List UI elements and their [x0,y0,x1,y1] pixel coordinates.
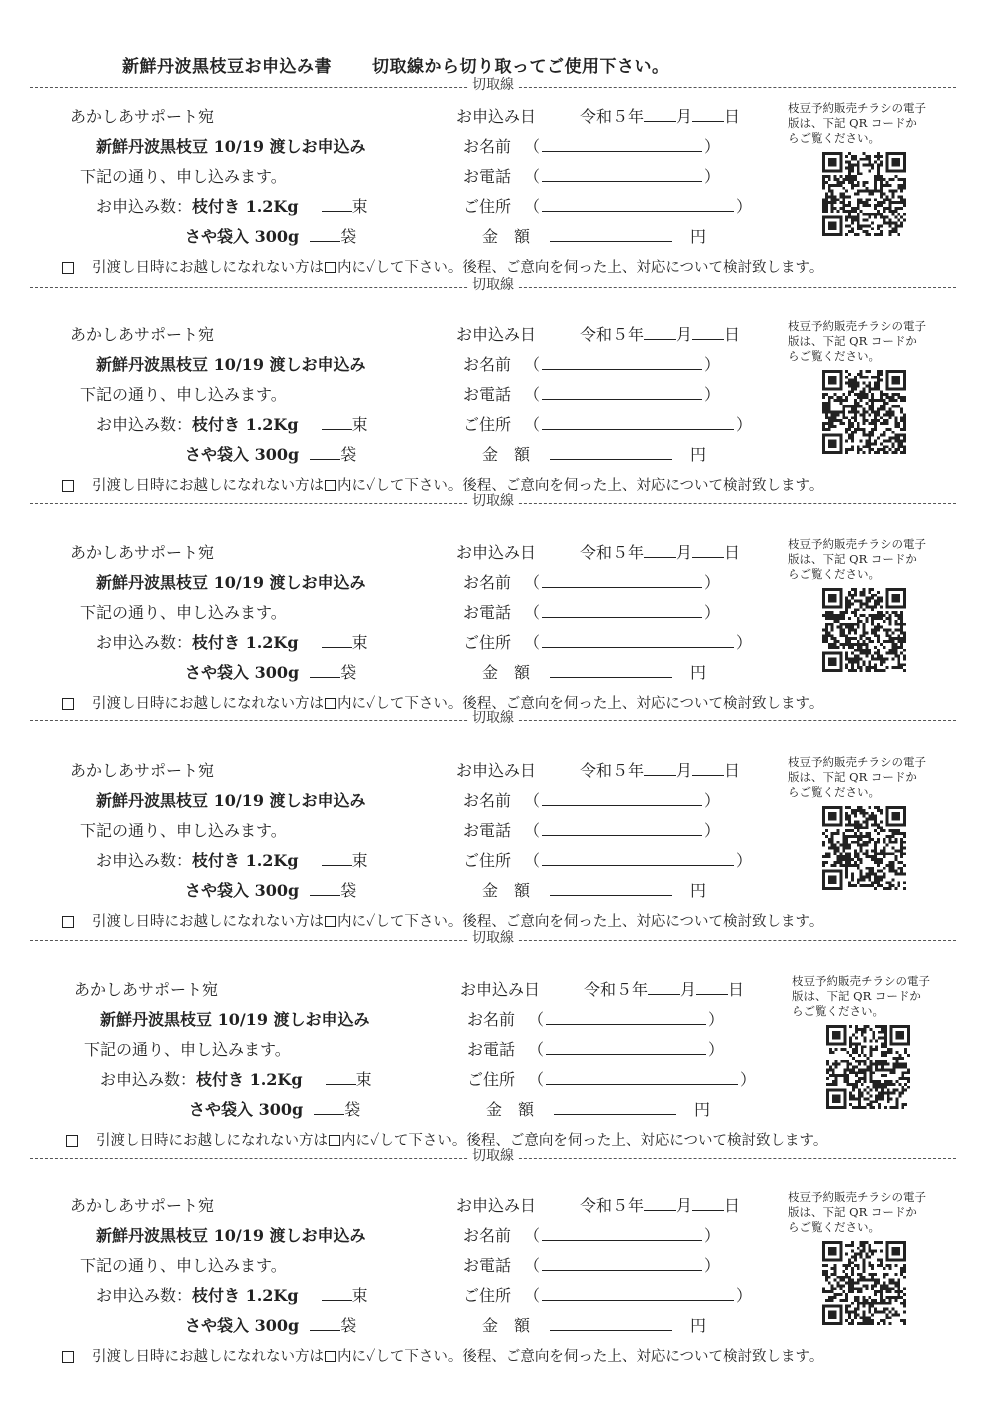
date-row [584,977,744,1000]
item-branch-label: 枝付き 1.2Kg [192,1286,299,1305]
quantity-row [96,1283,368,1306]
address-label: ご住所 [463,851,512,870]
quantity-row [96,194,368,217]
pod-quantity-field[interactable] [314,1100,344,1115]
day-label: 日 [724,107,741,126]
address-label: ご住所 [463,633,512,652]
date-label: お申込み日 [456,325,537,344]
era-label: 令和５年 [580,325,645,344]
amount-field[interactable] [550,663,672,678]
pod-unit: 袋 [340,1316,357,1335]
order-form [4,974,990,1195]
name-line[interactable] [542,136,702,152]
intro-text: 下記の通り、申し込みます。 [80,167,287,186]
paren-close: ） [704,1256,721,1275]
amount-label: 金 額 [482,445,531,464]
yen-label: 円 [690,881,707,900]
name-label: お名前 [463,355,512,374]
intro-text: 下記の通り、申し込みます。 [80,385,287,404]
paren-open: （ [524,1256,541,1275]
note-text-2: 内に✓して下さい。後程、ご意向を伺った上、対応について検討致します。 [337,478,824,494]
quantity-row [96,848,368,871]
paren-close: ） [708,1040,725,1059]
phone-field[interactable] [524,382,720,405]
absence-note [62,910,823,931]
paren-close: ） [740,1070,757,1089]
address-label: ご住所 [463,1286,512,1305]
note-text-1: 引渡し日時にお越しになれない方は [92,914,324,930]
pod-unit: 袋 [340,445,357,464]
name-label: お名前 [467,1010,516,1029]
qr-note: 枝豆予約販売チラシの電子版は、下記 QR コードからご覧ください。 [788,537,926,581]
paren-close: ） [704,385,721,404]
name-line[interactable] [546,1009,706,1025]
product-title: 新鮮丹波黒枝豆 10/19 渡しお申込み [100,1010,370,1029]
phone-label: お電話 [463,603,512,622]
absence-note [66,1129,827,1150]
paren-open: （ [528,1010,545,1029]
qr-code-icon[interactable] [822,1241,906,1325]
address-field[interactable] [524,194,752,217]
absence-checkbox[interactable] [62,480,74,492]
yen-label: 円 [694,1100,711,1119]
addressee: あかしあサポート宛 [70,543,215,562]
address-line[interactable] [542,414,734,430]
note-text-2: 内に✓して下さい。後程、ご意向を伺った上、対応について検討致します。 [337,696,824,712]
paren-open: （ [524,633,541,652]
paren-close: ） [736,415,753,434]
inline-box-icon [325,916,336,927]
month-field[interactable] [644,761,676,776]
phone-line[interactable] [546,1039,706,1055]
qr-note: 枝豆予約販売チラシの電子版は、下記 QR コードからご覧ください。 [792,974,930,1018]
pod-row [185,660,356,683]
address-label: ご住所 [463,197,512,216]
note-text-2: 内に✓して下さい。後程、ご意向を伺った上、対応について検討致します。 [341,1133,828,1149]
product-title: 新鮮丹波黒枝豆 10/19 渡しお申込み [96,1226,366,1245]
pod-row [189,1097,360,1120]
date-row [580,322,740,345]
name-field[interactable] [524,570,720,593]
phone-line[interactable] [542,602,702,618]
date-row [580,1193,740,1216]
paren-close: ） [736,633,753,652]
cut-line-label: 切取線 [468,930,518,946]
amount-label: 金 額 [482,227,531,246]
paren-open: （ [528,1040,545,1059]
address-line[interactable] [542,196,734,212]
phone-field[interactable] [524,600,720,623]
address-field[interactable] [524,1283,752,1306]
paren-close: ） [704,355,721,374]
intro-text: 下記の通り、申し込みます。 [80,603,287,622]
name-line[interactable] [542,572,702,588]
absence-note [62,1345,823,1366]
quantity-row [100,1067,372,1090]
paren-open: （ [524,603,541,622]
amount-field[interactable] [550,881,672,896]
paren-open: （ [528,1070,545,1089]
month-field[interactable] [644,107,676,122]
day-label: 日 [724,325,741,344]
note-text-1: 引渡し日時にお越しになれない方は [92,696,324,712]
quantity-label: お申込み数： [96,633,193,652]
amount-field[interactable] [554,1100,676,1115]
cut-line-label: 切取線 [468,710,518,726]
paren-open: （ [524,355,541,374]
phone-field[interactable] [524,818,720,841]
yen-label: 円 [690,663,707,682]
cut-line [30,77,956,93]
name-label: お名前 [463,137,512,156]
month-label: 月 [680,980,697,999]
paren-close: ） [736,851,753,870]
address-field[interactable] [524,630,752,653]
paren-close: ） [704,167,721,186]
day-field[interactable] [692,107,724,122]
absence-checkbox[interactable] [62,916,74,928]
absence-note [62,256,823,277]
inline-box-icon [325,480,336,491]
phone-line[interactable] [542,820,702,836]
item-pod-label: さや袋入 300g [185,663,300,682]
address-line[interactable] [542,850,734,866]
date-label: お申込み日 [456,107,537,126]
branch-unit: 束 [351,851,368,870]
pod-quantity-field[interactable] [310,881,340,896]
era-label: 令和５年 [580,761,645,780]
month-field[interactable] [644,325,676,340]
phone-field[interactable] [528,1037,724,1060]
paren-close: ） [708,1010,725,1029]
name-line[interactable] [542,790,702,806]
product-title: 新鮮丹波黒枝豆 10/19 渡しお申込み [96,137,366,156]
branch-quantity-field[interactable] [322,633,352,648]
branch-quantity-field[interactable] [322,197,352,212]
pod-row [185,442,356,465]
paren-open: （ [524,1226,541,1245]
name-field[interactable] [528,1007,724,1030]
qr-note: 枝豆予約販売チラシの電子版は、下記 QR コードからご覧ください。 [788,755,926,799]
paren-close: ） [736,1286,753,1305]
addressee: あかしあサポート宛 [74,980,219,999]
paren-open: （ [524,415,541,434]
cut-line-label: 切取線 [468,1148,518,1164]
paren-close: ） [736,197,753,216]
page-title: 新鮮丹波黒枝豆お申込み書 [122,57,332,77]
quantity-label: お申込み数： [96,415,193,434]
item-branch-label: 枝付き 1.2Kg [192,415,299,434]
era-label: 令和５年 [580,543,645,562]
paren-close: ） [704,1226,721,1245]
pod-row [185,1313,356,1336]
cut-line-label: 切取線 [468,277,518,293]
intro-text: 下記の通り、申し込みます。 [84,1040,291,1059]
name-field[interactable] [524,1223,720,1246]
absence-checkbox[interactable] [62,1351,74,1363]
phone-field[interactable] [524,1253,720,1276]
amount-label: 金 額 [482,663,531,682]
era-label: 令和５年 [584,980,649,999]
paren-open: （ [524,1286,541,1305]
phone-label: お電話 [463,385,512,404]
phone-field[interactable] [524,164,720,187]
month-field[interactable] [644,1196,676,1211]
pod-unit: 袋 [344,1100,361,1119]
day-label: 日 [728,980,745,999]
note-text-1: 引渡し日時にお越しになれない方は [96,1133,328,1149]
paren-open: （ [524,385,541,404]
inline-box-icon [325,1351,336,1362]
paren-close: ） [704,603,721,622]
name-line[interactable] [542,1225,702,1241]
product-title: 新鮮丹波黒枝豆 10/19 渡しお申込み [96,355,366,374]
month-label: 月 [676,107,693,126]
branch-unit: 束 [351,415,368,434]
cut-line-label: 切取線 [468,493,518,509]
absence-checkbox[interactable] [62,262,74,274]
item-branch-label: 枝付き 1.2Kg [196,1070,303,1089]
item-branch-label: 枝付き 1.2Kg [192,633,299,652]
quantity-row [96,630,368,653]
branch-quantity-field[interactable] [322,851,352,866]
date-row [580,758,740,781]
amount-label: 金 額 [482,881,531,900]
month-field[interactable] [644,543,676,558]
pod-unit: 袋 [340,881,357,900]
note-text-2: 内に✓して下さい。後程、ご意向を伺った上、対応について検討致します。 [337,260,824,276]
month-label: 月 [676,1196,693,1215]
intro-text: 下記の通り、申し込みます。 [80,1256,287,1275]
addressee: あかしあサポート宛 [70,1196,215,1215]
phone-label: お電話 [467,1040,516,1059]
note-text-2: 内に✓して下さい。後程、ご意向を伺った上、対応について検討致します。 [337,914,824,930]
note-text-1: 引渡し日時にお越しになれない方は [92,260,324,276]
phone-line[interactable] [542,384,702,400]
paren-close: ） [704,821,721,840]
paren-open: （ [524,821,541,840]
month-label: 月 [676,761,693,780]
branch-quantity-field[interactable] [322,1286,352,1301]
day-field[interactable] [692,1196,724,1211]
product-title: 新鮮丹波黒枝豆 10/19 渡しお申込み [96,791,366,810]
paren-close: ） [704,573,721,592]
pod-row [185,878,356,901]
day-field[interactable] [696,980,728,995]
paren-open: （ [524,573,541,592]
order-form [0,537,990,758]
paren-open: （ [524,167,541,186]
quantity-row [96,412,368,435]
quantity-label: お申込み数： [100,1070,197,1089]
note-text-2: 内に✓して下さい。後程、ご意向を伺った上、対応について検討致します。 [337,1349,824,1365]
address-field[interactable] [524,412,752,435]
phone-line[interactable] [542,166,702,182]
item-branch-label: 枝付き 1.2Kg [192,851,299,870]
date-label: お申込み日 [460,980,541,999]
day-label: 日 [724,761,741,780]
address-label: ご住所 [463,415,512,434]
yen-label: 円 [690,1316,707,1335]
branch-unit: 束 [351,633,368,652]
pod-quantity-field[interactable] [310,663,340,678]
pod-row [185,224,356,247]
phone-line[interactable] [542,1255,702,1271]
paren-open: （ [524,197,541,216]
qr-code-icon[interactable] [822,152,906,236]
qr-note: 枝豆予約販売チラシの電子版は、下記 QR コードからご覧ください。 [788,101,926,145]
item-pod-label: さや袋入 300g [185,881,300,900]
item-pod-label: さや袋入 300g [185,227,300,246]
yen-label: 円 [690,227,707,246]
name-field[interactable] [524,788,720,811]
phone-label: お電話 [463,1256,512,1275]
pod-unit: 袋 [340,227,357,246]
item-pod-label: さや袋入 300g [189,1100,304,1119]
address-line[interactable] [546,1069,738,1085]
pod-quantity-field[interactable] [310,1316,340,1331]
addressee: あかしあサポート宛 [70,107,215,126]
amount-label: 金 額 [486,1100,535,1119]
era-label: 令和５年 [580,1196,645,1215]
note-text-1: 引渡し日時にお越しになれない方は [92,478,324,494]
month-label: 月 [676,325,693,344]
amount-field[interactable] [550,445,672,460]
item-branch-label: 枝付き 1.2Kg [192,197,299,216]
intro-text: 下記の通り、申し込みます。 [80,821,287,840]
name-label: お名前 [463,573,512,592]
item-pod-label: さや袋入 300g [185,1316,300,1335]
date-row [580,540,740,563]
cut-instruction: 切取線から切り取ってご使用下さい。 [372,57,670,77]
phone-label: お電話 [463,167,512,186]
absence-note [62,692,823,713]
name-field[interactable] [524,352,720,375]
note-text-1: 引渡し日時にお越しになれない方は [92,1349,324,1365]
day-label: 日 [724,1196,741,1215]
paren-open: （ [524,851,541,870]
yen-label: 円 [690,445,707,464]
qr-code-icon[interactable] [822,806,906,890]
paren-close: ） [704,137,721,156]
inline-box-icon [325,698,336,709]
qr-note: 枝豆予約販売チラシの電子版は、下記 QR コードからご覧ください。 [788,319,926,363]
name-label: お名前 [463,1226,512,1245]
address-line[interactable] [542,632,734,648]
name-field[interactable] [524,134,720,157]
inline-box-icon [329,1135,340,1146]
order-form [0,101,990,322]
address-field[interactable] [528,1067,756,1090]
address-label: ご住所 [467,1070,516,1089]
amount-field[interactable] [550,1316,672,1331]
phone-label: お電話 [463,821,512,840]
branch-unit: 束 [351,197,368,216]
amount-field[interactable] [550,227,672,242]
era-label: 令和５年 [580,107,645,126]
month-label: 月 [676,543,693,562]
quantity-label: お申込み数： [96,197,193,216]
month-field[interactable] [648,980,680,995]
date-label: お申込み日 [456,1196,537,1215]
inline-box-icon [325,262,336,273]
address-line[interactable] [542,1285,734,1301]
absence-checkbox[interactable] [62,698,74,710]
date-label: お申込み日 [456,761,537,780]
branch-quantity-field[interactable] [322,415,352,430]
qr-code-icon[interactable] [822,588,906,672]
branch-unit: 束 [355,1070,372,1089]
paren-open: （ [524,137,541,156]
day-field[interactable] [692,325,724,340]
pod-quantity-field[interactable] [310,227,340,242]
product-title: 新鮮丹波黒枝豆 10/19 渡しお申込み [96,573,366,592]
absence-note [62,474,823,495]
paren-open: （ [524,791,541,810]
item-pod-label: さや袋入 300g [185,445,300,464]
address-field[interactable] [524,848,752,871]
addressee: あかしあサポート宛 [70,325,215,344]
pod-unit: 袋 [340,663,357,682]
order-form [0,319,990,540]
qr-note: 枝豆予約販売チラシの電子版は、下記 QR コードからご覧ください。 [788,1190,926,1234]
quantity-label: お申込み数： [96,851,193,870]
name-line[interactable] [542,354,702,370]
day-field[interactable] [692,543,724,558]
cut-line-label: 切取線 [468,77,518,93]
qr-code-icon[interactable] [822,370,906,454]
addressee: あかしあサポート宛 [70,761,215,780]
date-row [580,104,740,127]
order-form [0,1190,990,1411]
day-label: 日 [724,543,741,562]
branch-quantity-field[interactable] [326,1070,356,1085]
page-header [122,52,670,77]
amount-label: 金 額 [482,1316,531,1335]
order-form [0,755,990,976]
date-label: お申込み日 [456,543,537,562]
name-label: お名前 [463,791,512,810]
qr-code-icon[interactable] [826,1025,910,1109]
paren-close: ） [704,791,721,810]
day-field[interactable] [692,761,724,776]
branch-unit: 束 [351,1286,368,1305]
absence-checkbox[interactable] [66,1135,78,1147]
pod-quantity-field[interactable] [310,445,340,460]
quantity-label: お申込み数： [96,1286,193,1305]
